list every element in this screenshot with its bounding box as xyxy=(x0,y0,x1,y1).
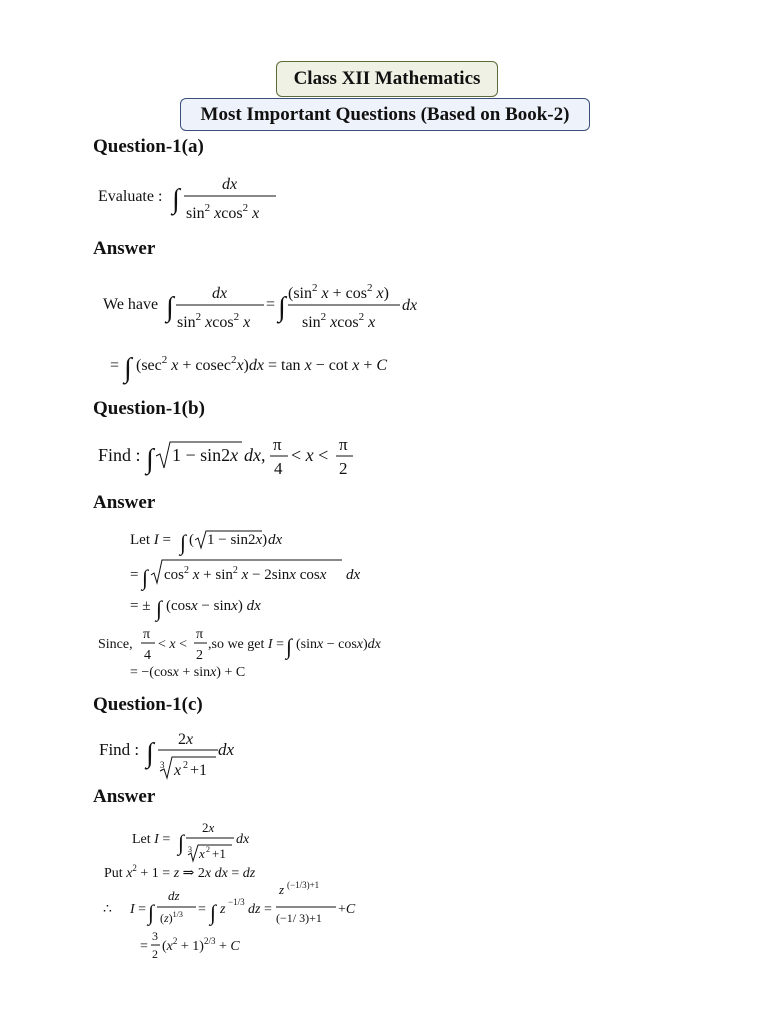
svg-text:3: 3 xyxy=(152,929,158,943)
svg-text:1 − sin2x: 1 − sin2x xyxy=(172,445,239,465)
page-subtitle: Most Important Questions (Based on Book-2) xyxy=(180,98,590,131)
svg-text:(z)1/3: $(z)^{1/3}$ xyxy=(160,910,183,925)
answer-1b-line-2 xyxy=(130,560,361,591)
svg-text:4: 4 xyxy=(144,648,151,663)
svg-text:dx: dx xyxy=(236,832,250,847)
answer-1a-label: Answer xyxy=(93,238,156,259)
svg-text:dx: dx xyxy=(402,297,418,314)
svg-text:Put x2 + 1 = z ⇒ 2x dx = dz: Put $x^2 + 1 = z$ ⇒ 2x dx = dz xyxy=(104,863,256,881)
svg-text:∫: ∫ xyxy=(146,738,154,769)
svg-text:+C: +C xyxy=(338,902,356,917)
svg-text:2: 2 xyxy=(152,947,158,961)
svg-text:∫: ∫ xyxy=(178,830,185,855)
svg-text:Evaluate :: Evaluate : xyxy=(98,188,163,205)
answer-1a-line-1 xyxy=(103,282,417,331)
svg-text:∫: ∫ xyxy=(142,565,149,590)
svg-text:∫: ∫ xyxy=(278,292,286,323)
svg-text:+1: +1 xyxy=(212,846,226,861)
page-title: Class XII Mathematics xyxy=(276,61,498,97)
svg-text:π: π xyxy=(339,435,348,454)
svg-text:π: π xyxy=(273,435,282,454)
svg-text:=: = xyxy=(198,902,206,917)
svg-text:∴: ∴ xyxy=(103,902,112,917)
svg-text:=: = xyxy=(130,567,139,583)
svg-text:=: = xyxy=(140,939,148,954)
svg-text:dz =: dz = xyxy=(248,902,272,917)
answer-1b-line-4 xyxy=(98,627,382,663)
svg-text:sin2 xcos2 x: $\sin^2 xcos^2$ x xyxy=(302,311,376,331)
svg-text:= −(cosx + sinx) + C: = −(cosx + sinx) + C xyxy=(130,665,246,680)
svg-text:z: z xyxy=(279,882,285,897)
svg-text:3: 3 xyxy=(188,845,192,854)
svg-text:< x <: < x < xyxy=(291,445,329,465)
svg-text:4: 4 xyxy=(274,459,283,478)
svg-text:2: 2 xyxy=(206,845,210,854)
answer-1c-label: Answer xyxy=(93,786,156,807)
svg-text:sin2 xcos2 x: $\sin^2 xcos^2$ x xyxy=(177,311,251,331)
svg-text:= ±: = ± xyxy=(130,598,151,614)
svg-text:dx: dx xyxy=(212,285,228,302)
svg-text:+1: +1 xyxy=(190,762,208,779)
svg-text:Let I =: Let I = xyxy=(132,832,171,847)
answer-1c-line-1 xyxy=(132,820,250,861)
svg-text:dx: dx xyxy=(222,176,238,193)
question-1b-equation xyxy=(98,435,353,478)
svg-text:2: 2 xyxy=(339,459,348,478)
svg-text:dx: dx xyxy=(218,740,235,759)
svg-text:(cosx − sinx) dx: (cosx − sinx) dx xyxy=(166,598,261,614)
svg-text:Since,: Since, xyxy=(98,637,133,652)
svg-text:,so we get I =: ,so we get I = xyxy=(208,637,284,652)
svg-text:∫: ∫ xyxy=(180,530,187,555)
svg-text:dz: dz xyxy=(168,888,180,903)
svg-text:dx: dx xyxy=(346,567,361,583)
question-1b-label: Question-1(b) xyxy=(93,398,205,419)
svg-text:(sec2 x + cosec2x)dx = tan x: ($\sec^2$ x + cosec$^2$x)dx = tan x − cot x + C xyxy=(136,354,388,374)
answer-1c-line-4 xyxy=(140,929,240,961)
svg-text:(sin2 x + cos2 x): ($\sin^2$ $x + \cos^2 x$) xyxy=(288,282,389,302)
svg-text:x: x xyxy=(199,846,205,861)
svg-text:Let I =: Let I = xyxy=(130,532,171,548)
svg-text:∫: ∫ xyxy=(146,444,154,475)
svg-text:Find :: Find : xyxy=(98,445,141,465)
svg-text:dx: dx xyxy=(268,532,283,548)
svg-text:∫: ∫ xyxy=(156,596,163,621)
svg-text:∫: ∫ xyxy=(210,900,217,925)
answer-1b-line-3 xyxy=(130,596,261,622)
svg-text:cos2 x + sin2 x − 2sinx cosx: $\cos^2 x + \sin^2 x - 2\sin x$ cosx xyxy=(164,565,327,583)
question-1a-equation xyxy=(98,176,276,222)
svg-text:dx,: dx, xyxy=(244,445,266,465)
svg-text:π: π xyxy=(196,627,204,642)
question-1a-label: Question-1(a) xyxy=(93,136,204,157)
svg-text:∫: ∫ xyxy=(286,634,293,659)
svg-text:We have: We have xyxy=(103,296,159,313)
svg-text:(−1/3)+1: (−1/3)+1 xyxy=(287,880,320,890)
svg-text:< x <: < x < xyxy=(158,637,188,652)
svg-text:∫: ∫ xyxy=(172,184,180,215)
svg-text:−1/3: −1/3 xyxy=(228,897,245,907)
svg-text:∫: ∫ xyxy=(148,900,155,925)
svg-text:3: 3 xyxy=(160,760,165,770)
answer-1b-line-5 xyxy=(130,665,245,680)
svg-text:Find :: Find : xyxy=(99,740,140,759)
svg-text:2x: 2x xyxy=(202,820,215,835)
svg-text:2: 2 xyxy=(196,648,203,663)
answer-1c-line-2 xyxy=(104,863,256,881)
question-1c-label: Question-1(c) xyxy=(93,694,203,715)
svg-text:∫: ∫ xyxy=(166,292,174,323)
answer-1b-line-1 xyxy=(130,530,283,556)
svg-text:π: π xyxy=(143,627,151,642)
svg-text:x: x xyxy=(174,762,182,779)
svg-text:∫: ∫ xyxy=(124,353,132,384)
question-1c-equation xyxy=(99,731,235,779)
svg-text:(x2 + 1)2/3 + C: $(x^2 + 1)^{2/3} + C$ xyxy=(162,936,240,954)
svg-text:2x: 2x xyxy=(178,731,194,748)
svg-text:=: = xyxy=(110,357,120,374)
answer-1a-line-2 xyxy=(110,353,387,385)
svg-text:(sinx − cosx)dx: (sinx − cosx)dx xyxy=(296,637,381,652)
svg-text:z: z xyxy=(220,902,226,917)
svg-text:1 − sin2x): 1 − sin2x) xyxy=(207,532,268,548)
svg-text:(−1/ 3)+1: (−1/ 3)+1 xyxy=(276,911,322,925)
svg-text:=: = xyxy=(266,296,276,313)
svg-text:sin2 xcos2 x: $\sin^2 xcos^2$ x xyxy=(186,202,260,222)
svg-text:2: 2 xyxy=(183,760,188,771)
svg-text:(: ( xyxy=(189,532,194,548)
answer-1b-label: Answer xyxy=(93,492,156,513)
answer-1c-line-3 xyxy=(103,880,356,926)
svg-text:I =: I = xyxy=(130,902,147,917)
